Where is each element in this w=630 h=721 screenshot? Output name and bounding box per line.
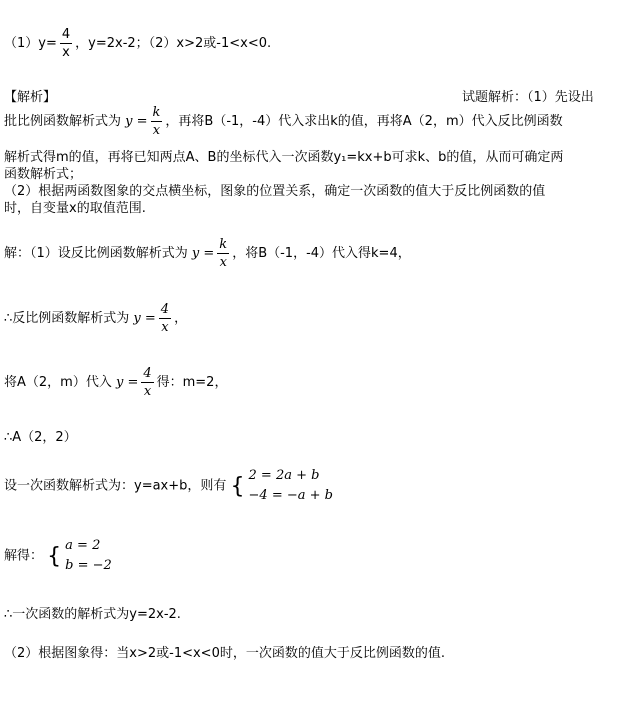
analysis-intro: 试题解析：（1）先设出 [462, 90, 594, 105]
solution-step-5: 设一次函数解析式为：y=ax+b，则有 { 2 = 2a + b −4 = −a + b [4, 466, 333, 506]
answer-fraction: $\frac{4}{x}$ [61, 27, 71, 60]
answer-prefix: （1）y= [4, 36, 57, 51]
solution-step-8: （2）根据图象得：当x>2或-1<x<0时，一次函数的值大于反比例函数的值. [4, 646, 445, 661]
k-over-x-fraction: $\frac{k}{x}$ [152, 105, 161, 138]
analysis-line-2: 解析式得m的值，再将已知两点A、B的坐标代入一次函数y₁=kx+b可求k、b的值，从而可确定两 [4, 150, 564, 165]
answer-suffix: ，y=2x-2；（2）x>2或-1<x<0. [75, 36, 272, 51]
solution-step-7: ∴一次函数的解析式为y=2x-2. [4, 607, 181, 622]
analysis-line-1: 批比例函数解析式为 y = $\frac{k}{x}$ ，再将B（-1，-4）代入求出k的值，再将A（2，m）代入反比例函数 [4, 105, 563, 138]
solution-step-6: 解得： { a = 2 b = −2 [4, 536, 112, 576]
solution-step-2: ∴反比例函数解析式为 y = $\frac{4}{x}$ ， [4, 302, 188, 335]
analysis-line-5: 时，自变量x的取值范围. [4, 201, 146, 216]
analysis-line-4: （2）根据两函数图象的交点横坐标，图象的位置关系，确定一次函数的值大于反比例函数的值 [4, 184, 546, 199]
solution-step-1: 解：（1）设反比例函数解析式为 y = $\frac{k}{x}$ ，将B（-1，-4）代入得k=4， [4, 237, 411, 270]
solution-step-4: ∴A（2，2） [4, 430, 77, 445]
answer-line [4, 26, 271, 61]
equation-system-2: { a = 2 b = −2 [47, 538, 112, 573]
solution-step-3: 将A（2，m）代入 y = $\frac{4}{x}$ 得：m=2， [4, 366, 228, 399]
analysis-label: 【解析】 [4, 90, 57, 105]
equation-system-1: { 2 = 2a + b −4 = −a + b [230, 468, 333, 503]
analysis-line-3: 函数解析式； [4, 167, 83, 182]
